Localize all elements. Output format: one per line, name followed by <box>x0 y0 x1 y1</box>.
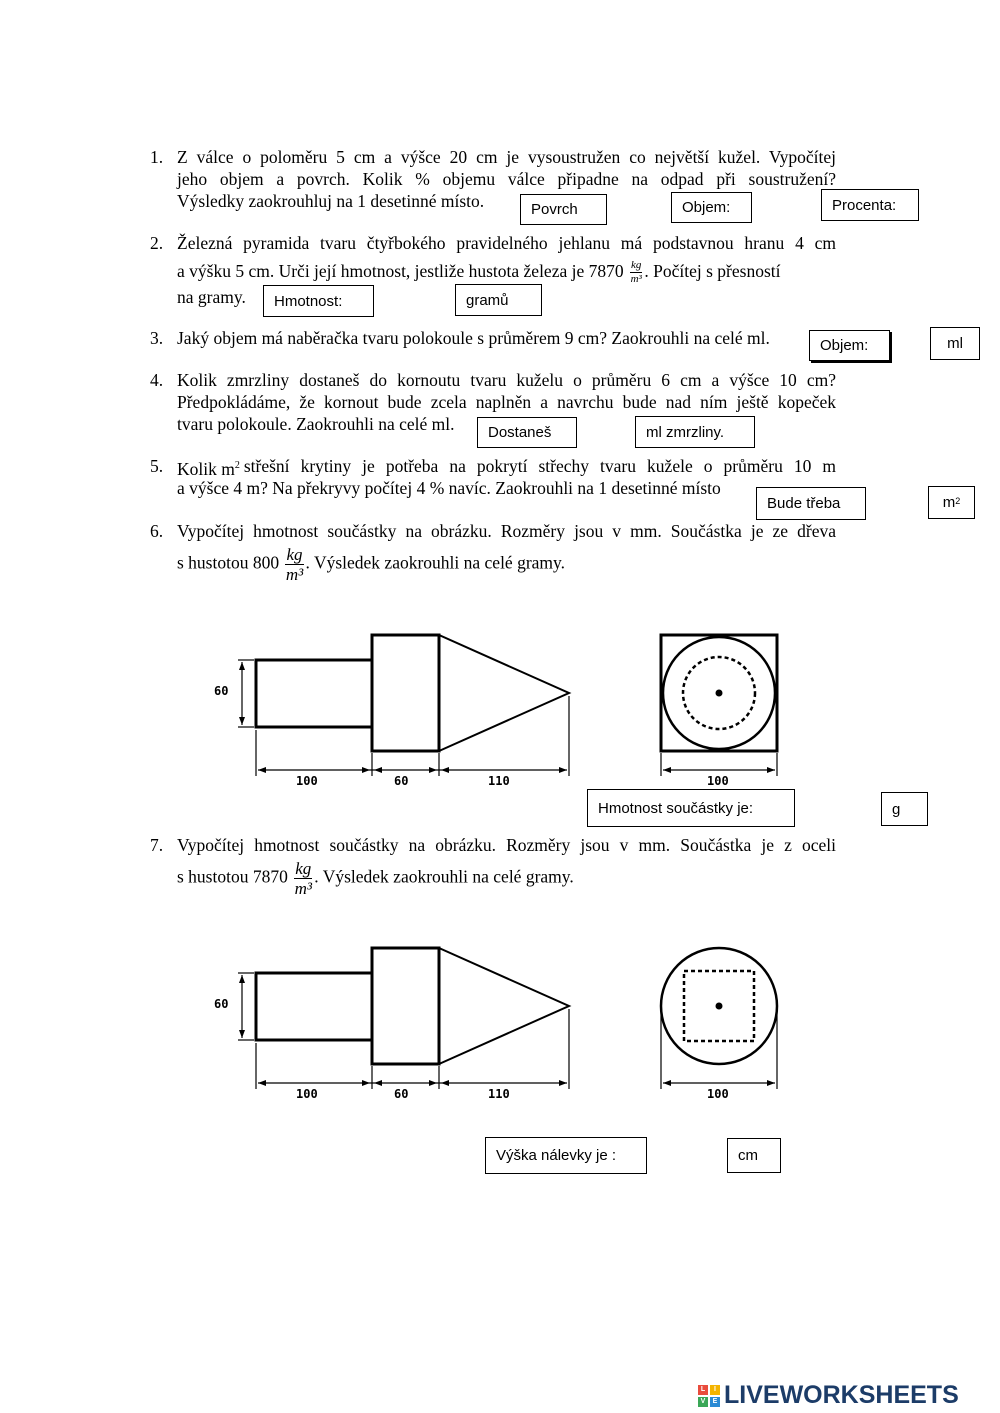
question-text-line <box>177 860 574 897</box>
dimension-lines <box>238 973 777 1089</box>
dimension-arrows <box>239 975 775 1086</box>
fraction-denominator: m³ <box>285 565 304 584</box>
logo-tile: I <box>710 1385 720 1395</box>
unit-base: m <box>942 494 956 511</box>
logo-text: LIVEWORKSHEETS <box>724 1381 959 1409</box>
g-unit-box: g <box>881 792 928 826</box>
ml-zmrzliny-unit-box: ml zmrzliny. <box>635 416 755 448</box>
center-point <box>716 690 723 697</box>
large-cylinder-shape <box>372 635 439 751</box>
question-text: . Výsledek zaokrouhli na celé gramy. <box>305 552 566 573</box>
logo-icon <box>698 1385 720 1407</box>
small-cylinder-shape <box>256 660 372 727</box>
dimension-lines <box>238 660 777 776</box>
question-text: s hustotou 800 <box>177 552 280 573</box>
question-text: s hustotou 7870 <box>177 866 288 887</box>
question-text-line <box>177 546 565 583</box>
question-number: 1. <box>150 147 164 167</box>
ml-unit-box: ml <box>930 327 980 360</box>
question-text-line: Z válce o poloměru 5 cm a výšce 20 cm je vysoustružen co největší kužel. Vypočítej <box>177 147 836 167</box>
question-text-line: jeho objem a povrch. Kolik % objemu válce připadne na odpad při soustružení? <box>177 169 836 189</box>
fraction-denominator: m³ <box>294 879 312 898</box>
hmotnost-soucastky-answer-box[interactable]: Hmotnost součástky je: <box>587 789 795 827</box>
question-text-line: Předpokládáme, že kornout bude zcela naplněn a navrchu bude nad ním ještě kopeček <box>177 392 836 412</box>
question-text: střešní krytiny je potřeba na pokrytí střechy tvaru kužele o průměru 10 m <box>243 456 836 476</box>
superscript: 2 <box>234 460 240 471</box>
dimension-label: 60 <box>214 684 229 698</box>
unit-exponent: 2 <box>955 495 961 506</box>
question-text-line: Vypočítej hmotnost součástky na obrázku. Rozměry jsou v mm. Součástka je z oceli <box>177 835 836 855</box>
question-text-part: Kolik m <box>177 458 235 479</box>
density-unit-fraction <box>294 860 312 897</box>
fraction-numerator: kg <box>286 545 303 564</box>
part-drawing-1 <box>200 620 800 795</box>
dimension-label: 100 <box>707 1087 729 1101</box>
question-text-line: a výšce 4 m? Na překryvy počítej 4 % navíc. Zaokrouhli na 1 desetinné místo <box>177 478 721 498</box>
question-number: 6. <box>150 521 164 541</box>
question-text-line: Vypočítej hmotnost součástky na obrázku. Rozměry jsou v mm. Součástka je ze dřeva <box>177 521 836 541</box>
dimension-label: 100 <box>296 774 318 788</box>
dimension-label: 100 <box>707 774 729 788</box>
question-text-line: Výsledky zaokrouhluj na 1 desetinné místo. <box>177 191 485 211</box>
dimension-label: 110 <box>488 1087 510 1101</box>
liveworksheets-logo <box>698 1381 959 1410</box>
question-text-line: Kolik zmrzliny dostaneš do kornoutu tvaru kuželu o průměru 6 cm a výšce 10 cm? <box>177 370 836 390</box>
dimension-label: 60 <box>394 774 409 788</box>
question-text: . Počítej s přesností <box>644 261 781 281</box>
cm-unit-box: cm <box>727 1138 781 1173</box>
question-number: 4. <box>150 370 164 390</box>
question-number: 7. <box>150 835 164 855</box>
part-drawing-2 <box>200 933 800 1108</box>
logo-tile: L <box>698 1385 708 1395</box>
dimension-label: 110 <box>488 774 510 788</box>
dimension-arrows <box>239 662 775 773</box>
objem-answer-box[interactable]: Objem: <box>809 330 890 361</box>
fraction-denominator: m³ <box>630 273 642 286</box>
dimension-label: 100 <box>296 1087 318 1101</box>
question-text: . Výsledek zaokrouhli na celé gramy. <box>314 866 574 887</box>
large-cylinder-shape <box>372 948 439 1064</box>
dimension-label: 60 <box>394 1087 409 1101</box>
procenta-answer-box[interactable]: Procenta: <box>821 189 919 221</box>
question-text-line <box>177 260 781 285</box>
small-cylinder-shape <box>256 973 372 1040</box>
density-unit-fraction <box>630 260 642 285</box>
dostanes-answer-box[interactable]: Dostaneš <box>477 417 577 448</box>
cone-shape <box>439 635 569 751</box>
question-text-line: tvaru polokoule. Zaokrouhli na celé ml. <box>177 414 455 434</box>
objem-answer-box[interactable]: Objem: <box>671 192 752 223</box>
question-text-line: Jaký objem má naběračka tvaru polokoule s průměrem 9 cm? Zaokrouhli na celé ml. <box>177 328 770 348</box>
vyska-nalevky-answer-box[interactable]: Výška nálevky je : <box>485 1137 647 1174</box>
povrch-answer-box[interactable]: Povrch <box>520 194 607 225</box>
density-unit-fraction <box>285 546 303 583</box>
question-number: 2. <box>150 233 164 253</box>
fraction-numerator: kg <box>295 859 312 878</box>
question-number: 5. <box>150 456 164 476</box>
gramu-unit-box: gramů <box>455 284 542 316</box>
center-point <box>716 1003 723 1010</box>
question-number: 3. <box>150 328 164 348</box>
question-text-line: Železná pyramida tvaru čtyřbokého pravidelného jehlanu má podstavnou hranu 4 cm <box>177 233 836 253</box>
cone-shape <box>439 948 569 1064</box>
bude-treba-answer-box[interactable]: Bude třeba <box>756 487 866 520</box>
hmotnost-answer-box[interactable]: Hmotnost: <box>263 285 374 317</box>
question-text-line: na gramy. <box>177 287 246 307</box>
dimension-label: 60 <box>214 997 229 1011</box>
fraction-numerator: kg <box>631 259 642 272</box>
question-text: a výšku 5 cm. Urči její hmotnost, jestliže hustota železa je 7870 <box>177 261 624 281</box>
logo-tile: E <box>710 1397 720 1407</box>
logo-tile: V <box>698 1397 708 1407</box>
m2-unit-box <box>928 486 975 519</box>
